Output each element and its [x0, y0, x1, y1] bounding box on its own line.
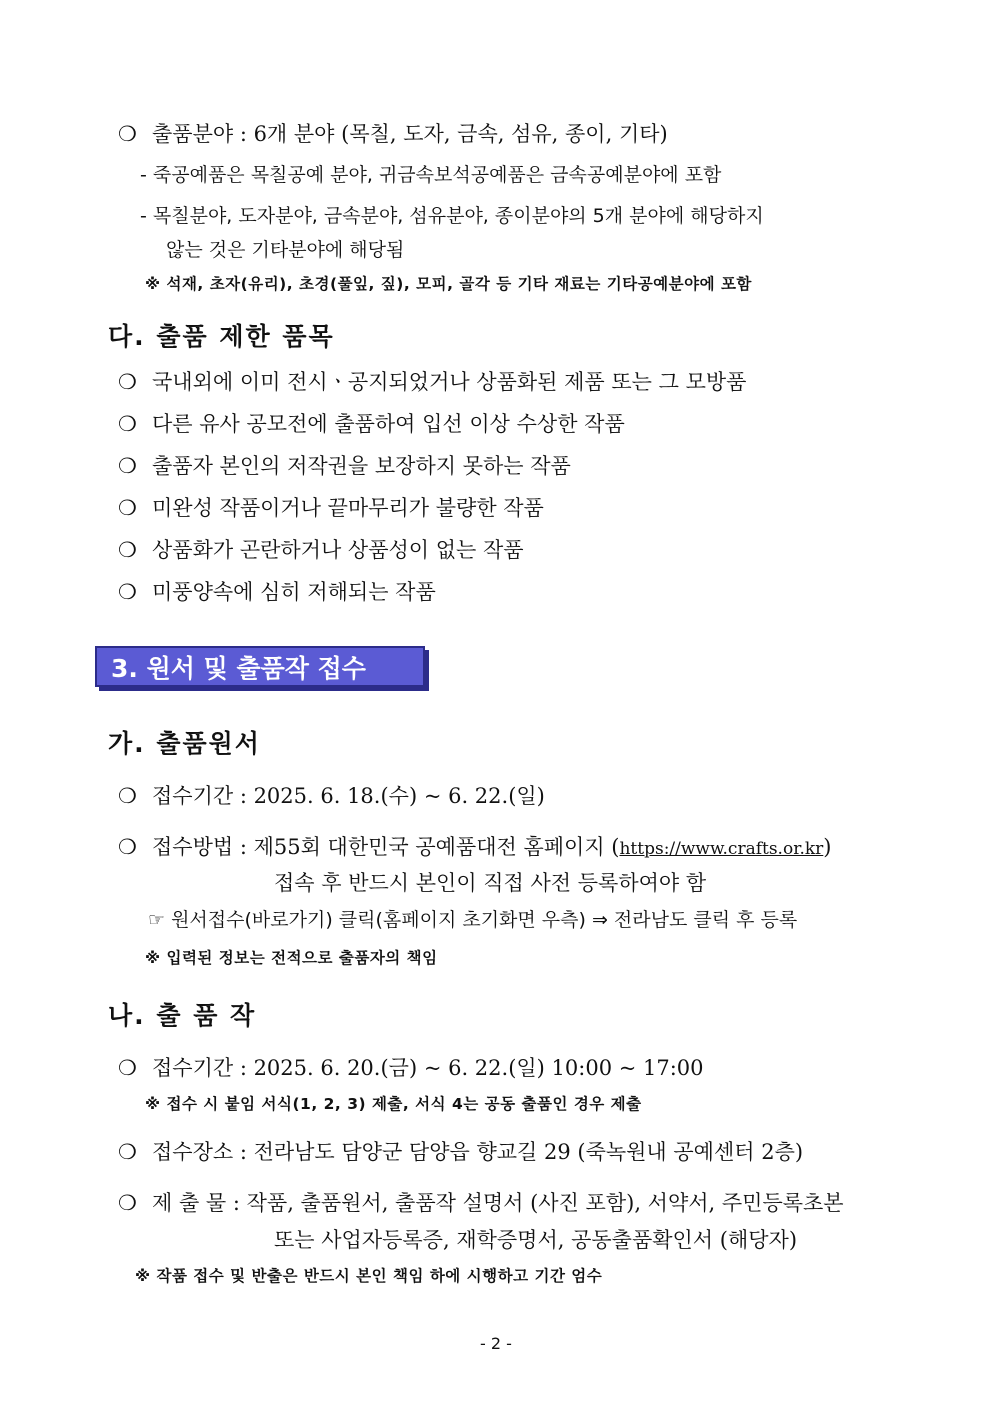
note-text: ※ 접수 시 붙임 서식(1, 2, 3) 제출, 서식 4는 공동 출품인 경우 제출: [145, 1095, 642, 1113]
circle-bullet-icon: ❍: [118, 835, 137, 859]
list-item-text: 국내외에 이미 전시ㆍ공지되었거나 상품화된 제품 또는 그 모방품: [152, 370, 747, 394]
list-item-text: 미풍양속에 심히 저해되는 작품: [152, 580, 436, 604]
application-method: [118, 831, 832, 861]
list-item-text: 미완성 작품이거나 끝마무리가 불량한 작품: [152, 496, 544, 520]
method-continued: 접속 후 반드시 본인이 직접 사전 등록하여야 함: [274, 871, 707, 895]
circle-bullet-icon: ❍: [118, 412, 137, 436]
dash-item: - 목칠분야, 도자분야, 금속분야, 섬유분야, 종이분야의 5개 분야에 해당하지: [140, 205, 764, 227]
list-item: [118, 366, 746, 396]
submission-text: 제 출 물 : 작품, 출품원서, 출품작 설명서 (사진 포함), 서약서, 주민등록초본: [152, 1191, 844, 1215]
period-text: 접수기간 : 2025. 6. 18.(수) ~ 6. 22.(일): [152, 784, 545, 808]
dash-item: - 죽공예품은 목칠공예 분야, 귀금속보석공예품은 금속공예분야에 포함: [140, 164, 722, 186]
place-text: 접수장소 : 전라남도 담양군 담양읍 향교길 29 (죽녹원내 공예센터 2층): [152, 1140, 804, 1164]
works-period: [118, 1052, 704, 1082]
list-item-text: 다른 유사 공모전에 출품하여 입선 이상 수상한 작품: [152, 412, 625, 436]
homepage-link[interactable]: https://www.crafts.or.kr: [619, 839, 824, 859]
works-submission: [118, 1187, 844, 1217]
field-text: 출품분야 : 6개 분야 (목칠, 도자, 금속, 섬유, 종이, 기타): [152, 122, 668, 146]
circle-bullet-icon: ❍: [118, 370, 137, 394]
list-item-text: 상품화가 곤란하거나 상품성이 없는 작품: [152, 538, 524, 562]
circle-bullet-icon: ❍: [118, 1056, 137, 1080]
list-item: [118, 576, 436, 606]
period-text: 접수기간 : 2025. 6. 20.(금) ~ 6. 22.(일) 10:00 ~ 17:00: [152, 1056, 704, 1080]
section-heading: 다. 출품 제한 품목: [108, 322, 335, 351]
method-close: ): [823, 835, 832, 859]
circle-bullet-icon: ❍: [118, 454, 137, 478]
note-text: ※ 입력된 정보는 전적으로 출품자의 책임: [145, 949, 438, 967]
circle-bullet-icon: ❍: [118, 784, 137, 808]
page-number: - 2 -: [480, 1334, 512, 1353]
circle-bullet-icon: ❍: [118, 538, 137, 562]
circle-bullet-icon: ❍: [118, 580, 137, 604]
list-item: [118, 408, 625, 438]
application-period: [118, 780, 545, 810]
dash-item-continued: 않는 것은 기타분야에 해당됨: [166, 239, 405, 261]
circle-bullet-icon: ❍: [118, 496, 137, 520]
list-item: [118, 534, 524, 564]
list-item: [118, 450, 571, 480]
section-title: 3. 원서 및 출품작 접수: [111, 654, 366, 683]
subsection-heading: 가. 출품원서: [108, 729, 261, 758]
circle-bullet-icon: ❍: [118, 122, 137, 146]
note-text: ※ 석재, 초자(유리), 초경(풀잎, 짚), 모피, 골각 등 기타 재료는 기타공예분야에 포함: [145, 275, 752, 293]
hint-text: ☞ 원서접수(바로가기) 클릭(홈페이지 초기화면 우측) ⇒ 전라남도 클릭 후 등록: [148, 909, 798, 931]
submission-continued: 또는 사업자등록증, 재학증명서, 공동출품확인서 (해당자): [274, 1228, 798, 1252]
field-line: [118, 118, 668, 148]
list-item-text: 출품자 본인의 저작권을 보장하지 못하는 작품: [152, 454, 571, 478]
subsection-heading: 나. 출 품 작: [108, 1001, 257, 1030]
works-place: [118, 1136, 803, 1166]
circle-bullet-icon: ❍: [118, 1140, 137, 1164]
note-text: ※ 작품 접수 및 반출은 반드시 본인 책임 하에 시행하고 기간 엄수: [135, 1267, 603, 1285]
section-title-box: [95, 646, 425, 687]
method-text: 접수방법 : 제55회 대한민국 공예품대전 홈페이지 (: [152, 835, 620, 859]
circle-bullet-icon: ❍: [118, 1191, 137, 1215]
list-item: [118, 492, 544, 522]
